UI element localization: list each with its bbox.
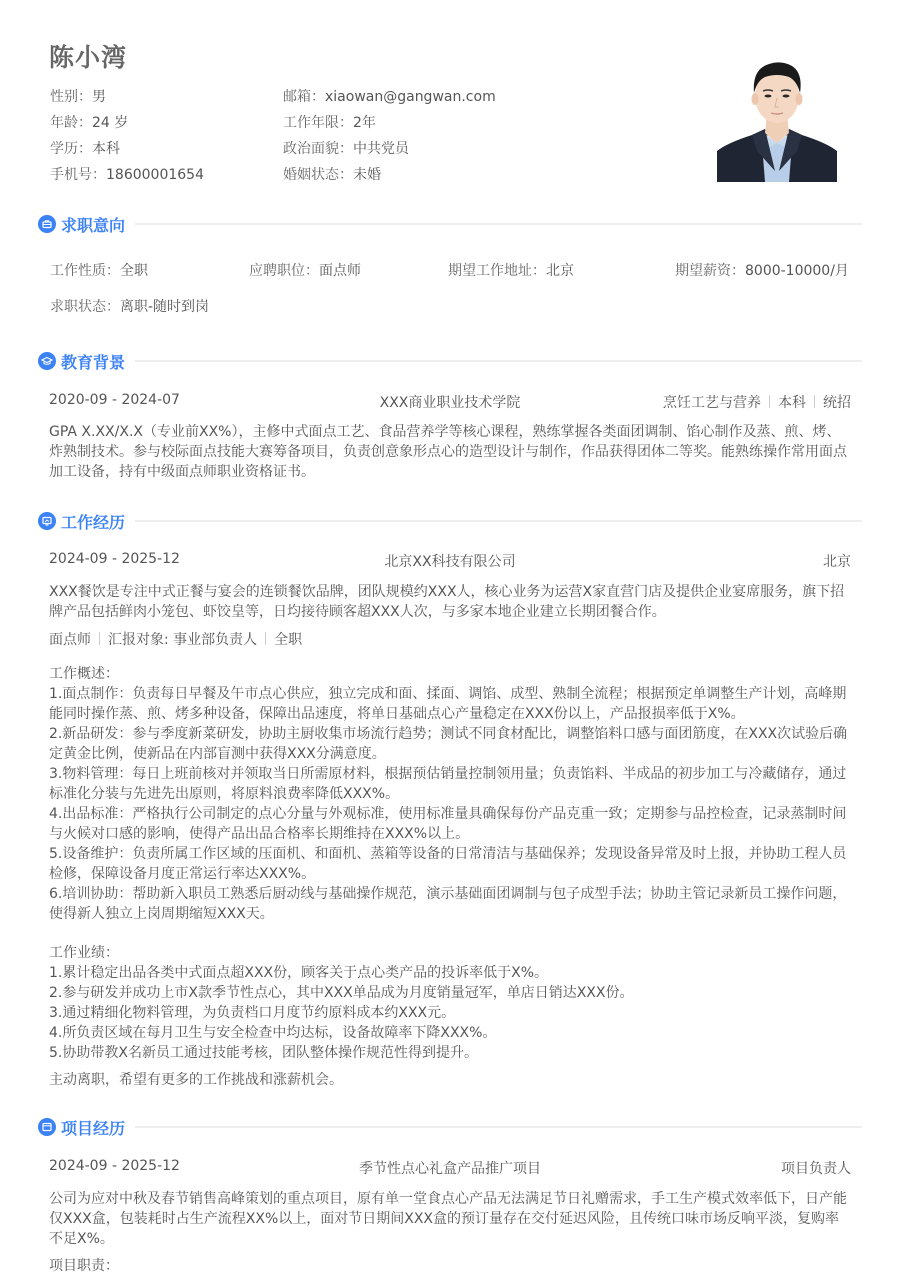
section-title: 工作经历	[61, 512, 126, 532]
work-overview	[49, 664, 851, 924]
info-age: 年龄：24 岁	[50, 115, 129, 131]
work-role-line	[49, 629, 851, 649]
graduation-cap-icon	[38, 352, 56, 370]
section-divider	[135, 223, 862, 225]
work-achievement-item: 5.协助带教X名新员工通过技能考核，团队整体操作规范性得到提升。	[49, 1045, 478, 1061]
intent-salary: 期望薪资：8000-10000/月	[675, 263, 849, 279]
project-role: 项目负责人	[781, 1161, 851, 1177]
info-political: 政治面貌：中共党员	[283, 141, 409, 157]
briefcase-icon	[38, 215, 56, 233]
intent-status: 求职状态：离职-随时到岗	[50, 299, 210, 315]
window-icon	[38, 1118, 56, 1136]
work-achievement-item: 4.所负责区域在每月卫生与安全检查中均达标，设备故障率下降XXX%。	[49, 1025, 497, 1041]
work-overview-item: 3.物料管理：每日上班前核对并领取当日所需原材料，根据预估销量控制领用量；负责馅料、半成品的初步加工与冷藏储存，通过标准化分装与先进先出原则，将原料浪费率降低XXX%。	[49, 766, 847, 802]
info-gender: 性别：男	[50, 89, 106, 105]
work-achievement-item: 1.累计稳定出品各类中式面点超XXX份，顾客关于点心类产品的投诉率低于X%。	[49, 965, 549, 981]
work-company-intro: XXX餐饮是专注中式正餐与宴会的连锁餐饮品牌，团队规模约XXX人，核心业务为运营X家直营门店及提供企业宴席服务，旗下招牌产品包括鲜肉小笼包、虾饺皇等，日均接待顾客超XXX人次，与多家本地企业建立长期团餐合作。	[49, 584, 845, 620]
project-name: 季节性点心礼盒产品推广项目	[359, 1161, 541, 1177]
section-divider	[135, 520, 862, 522]
portrait-photo-icon	[717, 51, 837, 182]
education-school: XXX商业职业技术学院	[379, 395, 521, 411]
work-entry-header	[49, 551, 851, 571]
separator	[265, 632, 266, 645]
section-header-education	[38, 349, 862, 373]
monitor-icon	[38, 512, 56, 530]
work-achievements	[49, 943, 851, 1063]
intent-position: 应聘职位：面点师	[249, 263, 361, 279]
work-period: 2024-09 - 2025-12	[49, 551, 180, 567]
work-overview-item: 6.培训协助：帮助新入职员工熟悉后厨动线与基础操作规范，演示基础面团调制与包子成型手法；协助主管记录新员工操作问题，使得新人独立上岗周期缩短XXX天。	[49, 886, 847, 922]
section-title: 教育背景	[61, 352, 126, 372]
project-description: 公司为应对中秋及春节销售高峰策划的重点项目，原有单一堂食点心产品无法满足节日礼赠需求，手工生产模式效率低下，日产能仅XXX盒，包装耗时占生产流程XX%以上，面对节日期间XXX盒的预订量存在交付延迟风险，且传统口味市场反响平淡，复购率不足X%。	[49, 1191, 847, 1247]
info-phone: 手机号：18600001654	[50, 167, 204, 183]
project-duties-title: 项目职责：	[49, 1258, 119, 1274]
separator	[814, 395, 815, 408]
intent-job-type: 工作性质：全职	[50, 263, 148, 279]
section-title: 求职意向	[61, 215, 126, 235]
candidate-name: 陈小湾	[49, 43, 128, 72]
work-report-to: 汇报对象: 事业部负责人	[108, 632, 258, 648]
work-achievement-item: 2.参与研发并成功上市X款季节性点心，其中XXX单品成为月度销量冠军，单店日销达XXX份。	[49, 985, 634, 1001]
work-overview-item: 5.设备维护：负责所属工作区域的压面机、和面机、蒸箱等设备的日常清洁与基础保养；发现设备异常及时上报，并协助工程人员检修，保障设备月度正常运行率达XXX%。	[49, 846, 847, 882]
separator	[769, 395, 770, 408]
work-overview-item: 4.出品标准：严格执行公司制定的点心分量与外观标准，使用标准量具确保每份产品克重一致；定期参与品控检查，记录蒸制时间与火候对口感的影响，使得产品出品合格率长期维持在XXX%以上。	[49, 806, 847, 842]
work-leave-reason: 主动离职，希望有更多的工作挑战和涨薪机会。	[49, 1072, 343, 1088]
section-header-project	[38, 1115, 862, 1139]
section-divider	[135, 360, 862, 362]
work-achievement-item: 3.通过精细化物料管理，为负责档口月度节约原料成本约XXX元。	[49, 1005, 456, 1021]
section-title: 项目经历	[61, 1118, 126, 1138]
work-overview-title: 工作概述：	[49, 666, 119, 682]
info-email: 邮箱：xiaowan@gangwan.com	[283, 89, 496, 105]
intent-location: 期望工作地址：北京	[448, 263, 574, 279]
education-description: GPA X.XX/X.X（专业前XX%），主修中式面点工艺、食品营养学等核心课程，熟练掌握各类面团调制、馅心制作及蒸、煎、烤、炸熟制技术。参与校际面点技能大赛筹备项目，负责创意象形点心的造型设计与制作，作品获得团体二等奖。能熟练操作常用面点加工设备，持有中级面点师职业资格证书。	[49, 424, 847, 480]
work-job-type: 全职	[274, 632, 303, 648]
work-company: 北京XX科技有限公司	[384, 554, 516, 570]
project-entry-header	[49, 1158, 851, 1178]
work-city: 北京	[823, 554, 851, 570]
info-work-years: 工作年限：2年	[283, 115, 376, 131]
work-overview-item: 1.面点制作：负责每日早餐及午市点心供应，独立完成和面、揉面、调馅、成型、熟制全流程；根据预定单调整生产计划，高峰期能同时操作蒸、煎、烤多种设备，保障出品速度，将单日基础点心产量稳定在XXX份以上，产品报损率低于X%。	[49, 686, 847, 722]
profile-photo	[717, 51, 837, 182]
section-divider	[135, 1126, 862, 1128]
section-header-work	[38, 509, 862, 533]
education-entry-header	[49, 392, 851, 412]
project-period: 2024-09 - 2025-12	[49, 1158, 180, 1174]
work-position: 面点师	[49, 632, 91, 648]
education-details: 烹饪工艺与营养 本科 统招	[663, 395, 851, 411]
work-overview-item: 2.新品研发：参与季度新菜研发，协助主厨收集市场流行趋势；测试不同食材配比，调整馅料口感与面团筋度，在XXX次试验后确定黄金比例，使新品在内部盲测中获得XXX分满意度。	[49, 726, 848, 762]
info-education: 学历：本科	[50, 141, 120, 157]
work-achievements-title: 工作业绩：	[49, 945, 119, 961]
section-header-intent	[38, 212, 862, 236]
education-period: 2020-09 - 2024-07	[49, 392, 180, 408]
separator	[99, 632, 100, 645]
info-marital: 婚姻状态：未婚	[283, 167, 381, 183]
